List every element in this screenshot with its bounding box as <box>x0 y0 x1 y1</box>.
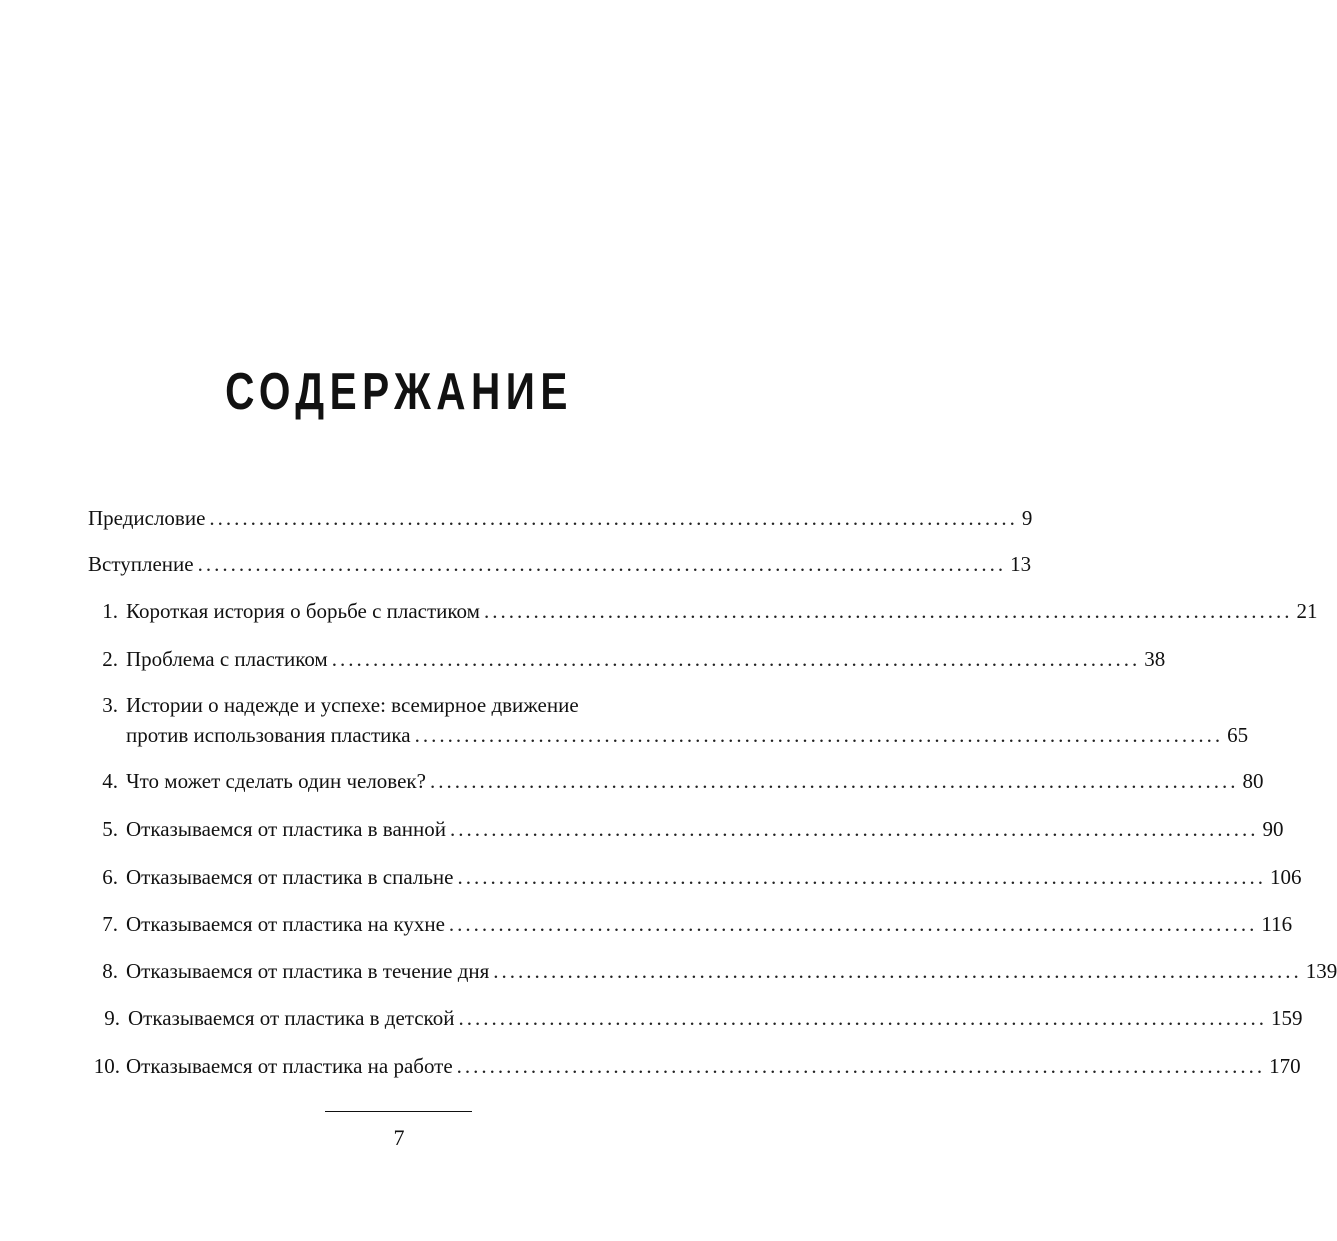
toc-entry-page: 13 <box>1010 552 1032 576</box>
toc-entry-page: 21 <box>1296 599 1318 623</box>
toc-entry-title: Что может сделать один человек? <box>126 769 426 793</box>
toc-entry-title: Отказываемся от пластика в детской <box>128 1006 455 1030</box>
dot-leader: .................................................................................................. <box>429 769 1239 793</box>
dot-leader: .................................................................................................. <box>414 723 1224 747</box>
toc-entry-number: 1. <box>102 599 118 623</box>
toc-entry-title: Отказываемся от пластика в течение дня <box>126 959 490 983</box>
toc-entry-title: Проблема с пластиком <box>126 647 328 671</box>
toc-entry-page: 159 <box>1270 1006 1303 1030</box>
dot-leader: .................................................................................................. <box>493 959 1302 983</box>
toc-entry-chapter-9[interactable] <box>88 1003 1303 1033</box>
toc-entry-page: 38 <box>1144 647 1166 671</box>
toc-entry-chapter-5[interactable] <box>88 814 1284 844</box>
toc-entry-number: 4. <box>102 769 118 793</box>
toc-entry-page: 170 <box>1269 1054 1301 1078</box>
dot-leader: .................................................................................................. <box>209 506 1018 530</box>
toc-entry-title: Предисловие <box>88 506 206 530</box>
toc-entry-chapter-2[interactable] <box>88 644 1166 674</box>
toc-entry-number: 10. <box>93 1054 120 1078</box>
toc-entry-title: Отказываемся от пластика в ванной <box>126 817 446 841</box>
toc-entry-title: Отказываемся от пластика в спальне <box>126 865 454 889</box>
toc-entry-page: 9 <box>1021 506 1033 530</box>
toc-entry-title: Истории о надежде и успехе: всемирное движение <box>126 693 579 717</box>
toc-entry-introduction[interactable] <box>88 549 1032 579</box>
dot-leader: .................................................................................................. <box>458 1006 1267 1030</box>
toc-entry-chapter-4[interactable] <box>88 766 1264 796</box>
toc-entry-foreword[interactable] <box>88 503 1033 533</box>
toc-entry-chapter-8[interactable] <box>88 956 1337 986</box>
dot-leader: .................................................................................................. <box>457 865 1266 889</box>
dot-leader: .................................................................................................. <box>456 1054 1266 1078</box>
toc-entry-number: 5. <box>102 817 118 841</box>
toc-entry-chapter-7[interactable] <box>88 909 1293 939</box>
page-number: 7 <box>393 1125 405 1150</box>
toc-entry-chapter-10[interactable] <box>88 1051 1301 1081</box>
toc-entry-page: 116 <box>1261 912 1293 936</box>
toc-entry-chapter-3[interactable] <box>88 690 1249 750</box>
toc-entry-title: Отказываемся от пластика на работе <box>126 1054 453 1078</box>
toc-entry-page: 106 <box>1269 865 1302 889</box>
toc-entry-number: 9. <box>104 1006 120 1030</box>
toc-entry-page: 65 <box>1227 723 1249 747</box>
toc-entry-page: 80 <box>1242 769 1264 793</box>
toc-entry-title: Короткая история о борьбе с пластиком <box>126 599 480 623</box>
toc-entry-number: 7. <box>102 912 118 936</box>
toc-entry-page: 139 <box>1305 959 1337 983</box>
dot-leader: .................................................................................................. <box>483 599 1293 623</box>
toc-entry-title: Вступление <box>88 552 194 576</box>
toc-entry-page: 90 <box>1262 817 1284 841</box>
toc-entry-title-continued: против использования пластика <box>126 723 411 747</box>
toc-entry-number: 8. <box>102 959 118 983</box>
dot-leader: .................................................................................................. <box>331 647 1141 671</box>
footer-rule <box>325 1111 472 1112</box>
toc-entry-number: 6. <box>102 865 118 889</box>
dot-leader: .................................................................................................. <box>448 912 1258 936</box>
toc-entry-number: 3. <box>102 693 118 717</box>
toc-entry-chapter-6[interactable] <box>88 862 1302 892</box>
page-title: СОДЕРЖАНИЕ <box>225 363 573 421</box>
dot-leader: .................................................................................................. <box>449 817 1259 841</box>
toc-entry-chapter-1[interactable] <box>88 596 1318 626</box>
dot-leader: .................................................................................................. <box>197 552 1007 576</box>
toc-entry-number: 2. <box>102 647 118 671</box>
toc-entry-title: Отказываемся от пластика на кухне <box>126 912 445 936</box>
